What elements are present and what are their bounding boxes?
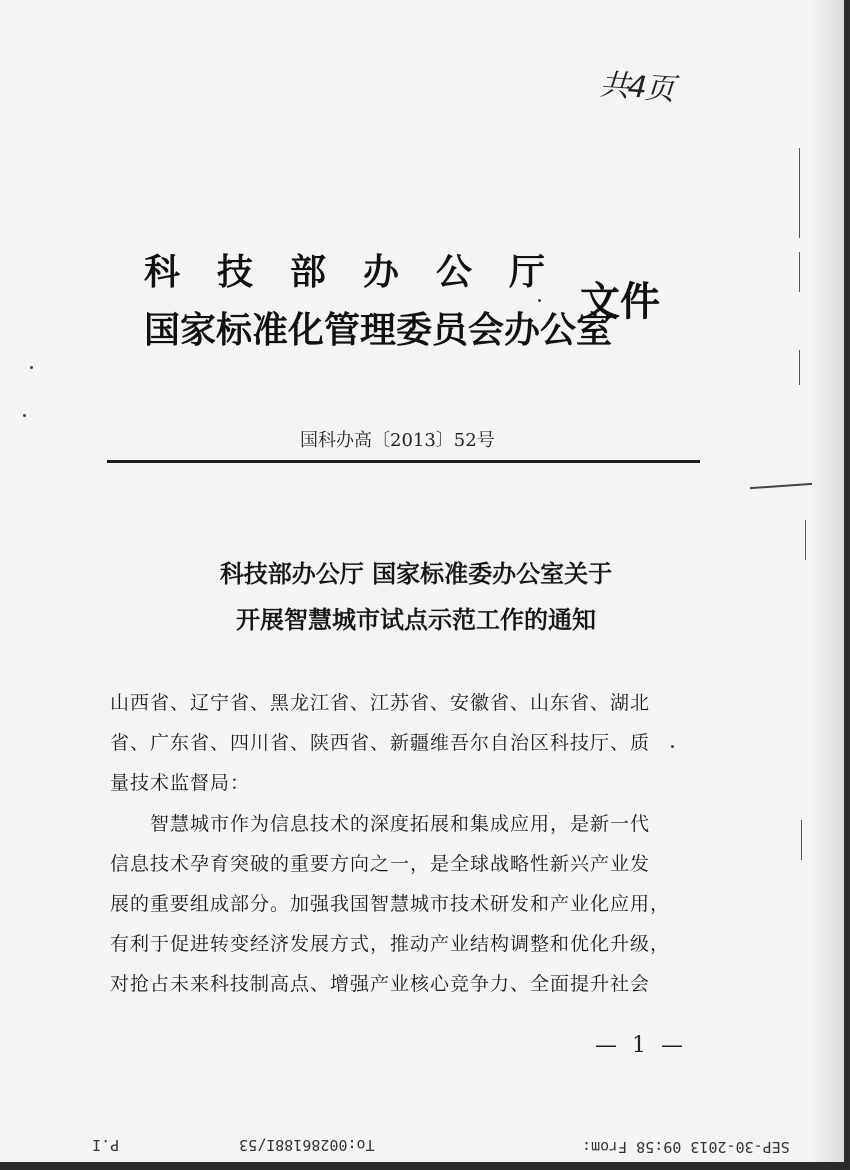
header-separator-line <box>107 460 700 463</box>
notice-title-line-2: 开展智慧城市试点示范工作的通知 <box>236 606 596 634</box>
scan-speck <box>671 745 674 748</box>
issuer-line-2: 国家标准化管理委员会办公室 <box>144 310 613 351</box>
scan-side-mark <box>750 483 812 489</box>
paragraph-line: 对抢占未来科技制高点、增强产业核心竞争力、全面提升社会 <box>110 973 651 995</box>
issuer-line-1: 科技部办公厅 <box>144 252 583 293</box>
page-number: — 1 — <box>595 1033 687 1058</box>
addressee-line: 省、广东省、四川省、陕西省、新疆维吾尔自治区科技厅、质 <box>110 732 651 754</box>
paragraph-line: 展的重要组成部分。加强我国智慧城市技术研发和产业化应用， <box>110 893 671 915</box>
scan-mark <box>799 148 800 238</box>
addressee-line: 山西省、辽宁省、黑龙江省、江苏省、安徽省、山东省、湖北 <box>110 692 651 714</box>
fax-header-timestamp: SEP-30-2013 09:58 From: <box>582 1138 790 1156</box>
paragraph-line: 有利于促进转变经济发展方式，推动产业结构调整和优化升级， <box>110 933 671 955</box>
paragraph-line: 信息技术孕育突破的重要方向之一，是全球战略性新兴产业发 <box>110 853 651 875</box>
scan-mark <box>799 252 800 292</box>
scan-bottom-strip <box>0 1162 850 1170</box>
scan-speck <box>23 414 26 417</box>
paragraph-line: 智慧城市作为信息技术的深度拓展和集成应用，是新一代 <box>110 813 651 835</box>
addressee-line: 量技术监督局： <box>110 772 251 794</box>
scan-mark <box>799 350 800 385</box>
document-number: 国科办高〔2013〕52号 <box>300 430 495 451</box>
notice-title-line-1: 科技部办公厅 国家标准委办公室关于 <box>219 560 613 588</box>
document-type-label: 文件 <box>580 279 660 325</box>
scan-mark <box>801 820 802 860</box>
fax-header-recipient: To:00286188I/53 P.I <box>92 1136 375 1154</box>
scan-speck <box>30 366 33 369</box>
handwritten-page-count: 共4页 <box>598 67 674 108</box>
scan-edge-strip <box>844 0 850 1170</box>
